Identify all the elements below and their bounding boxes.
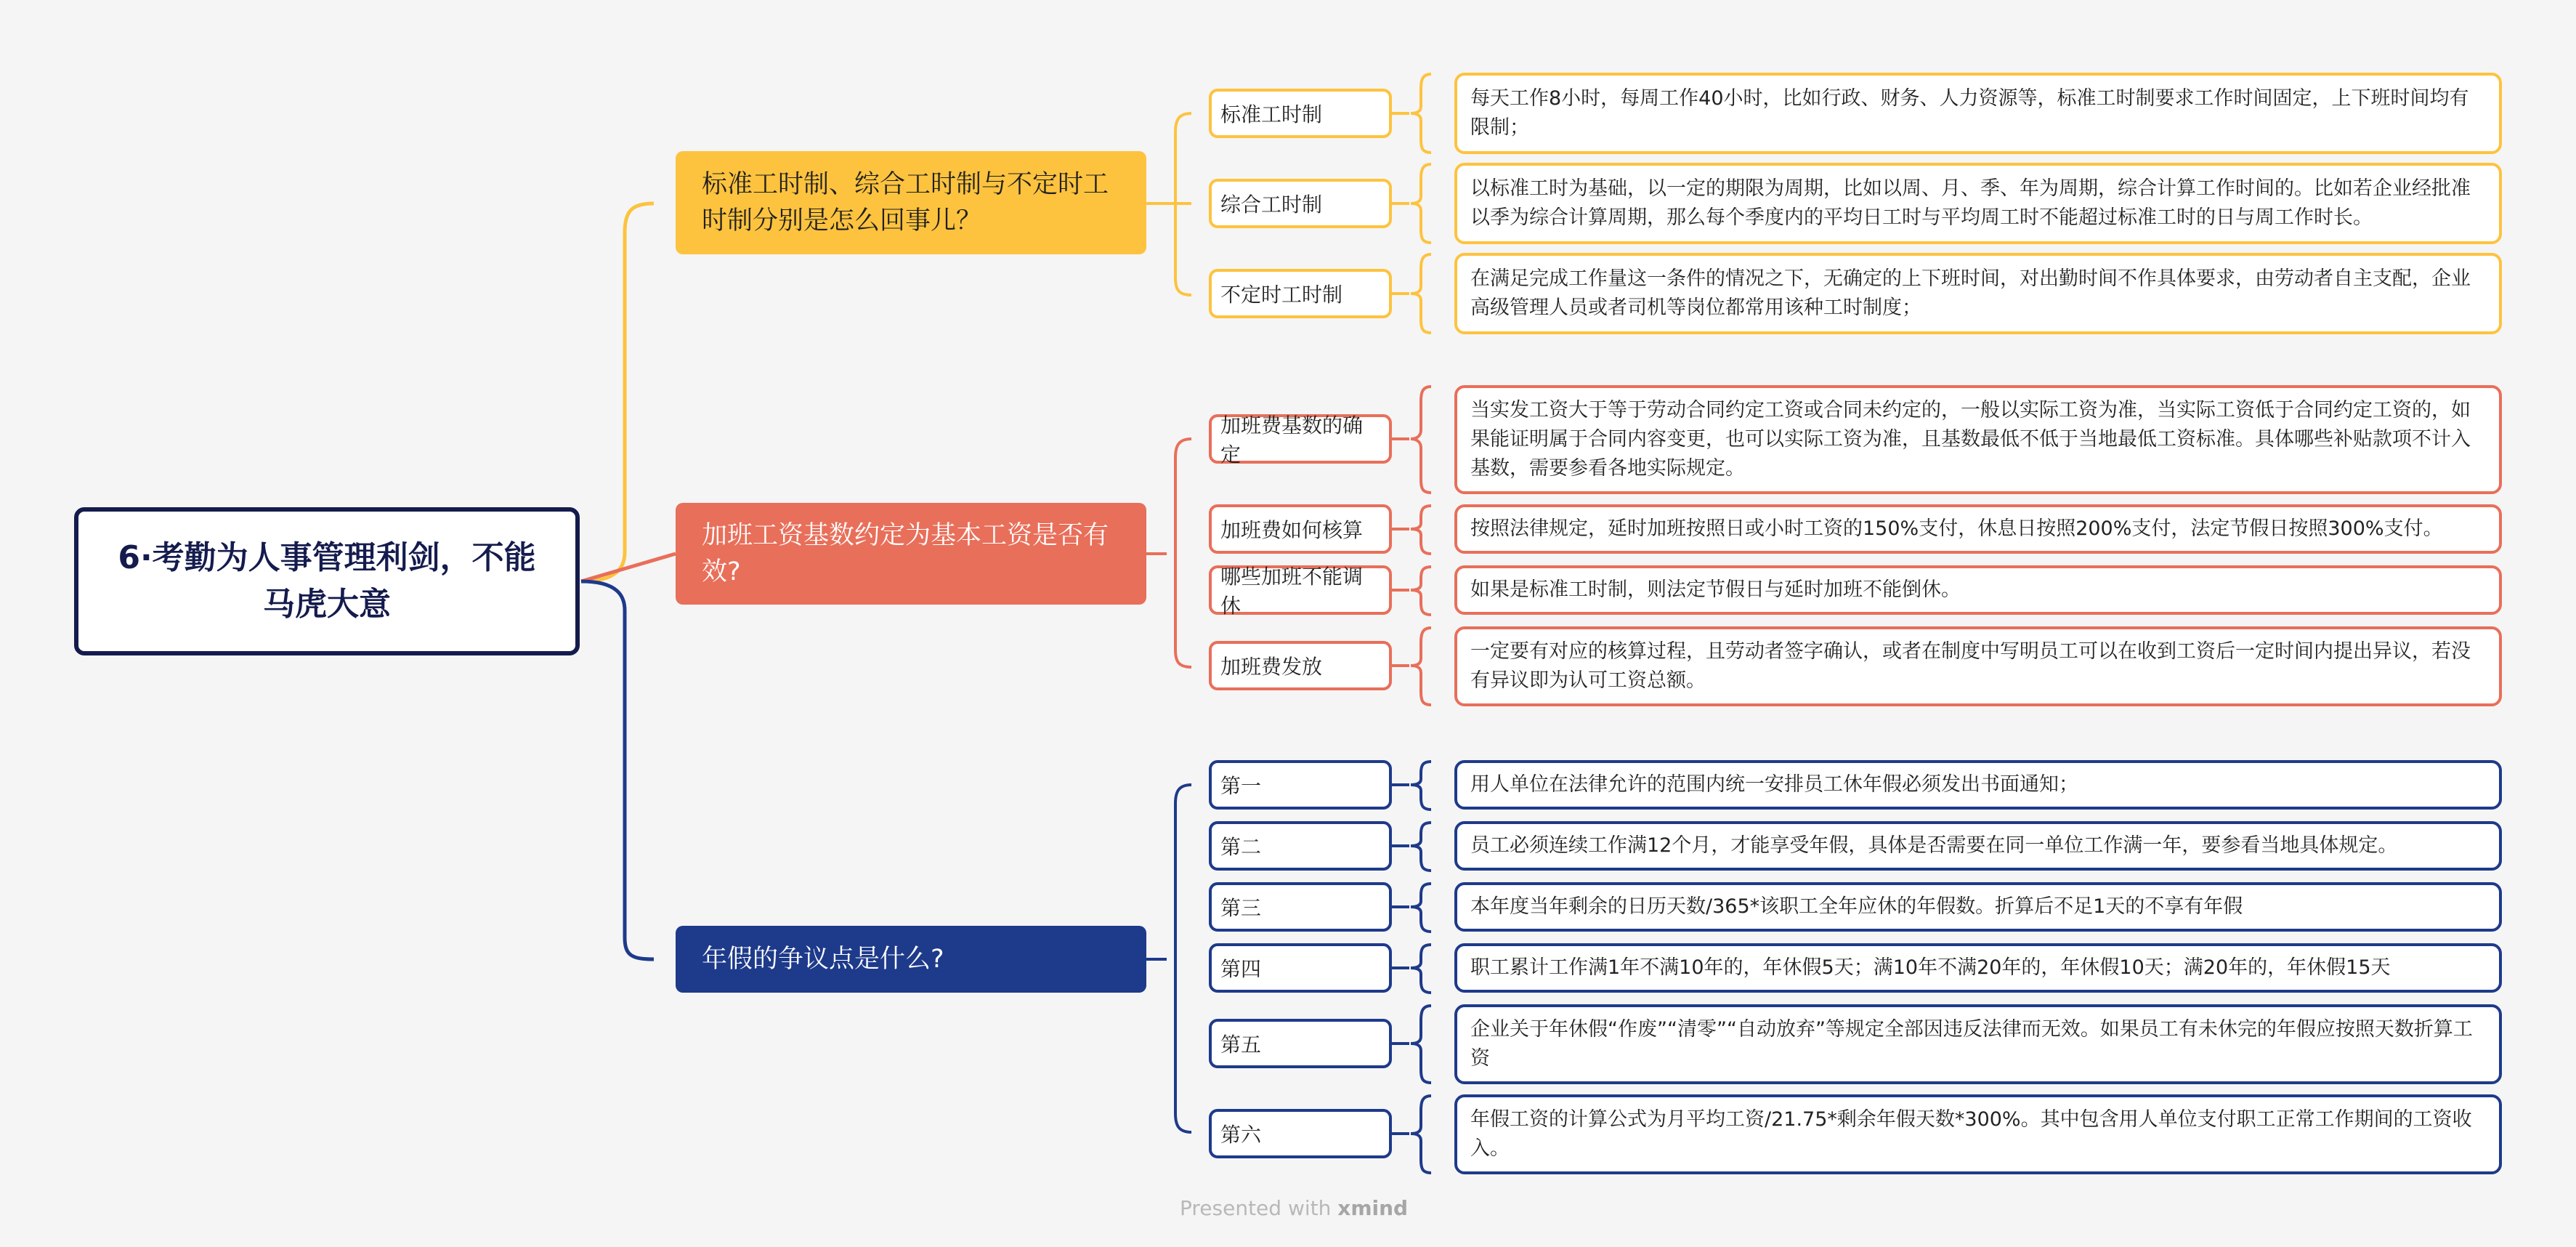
branch-label: 标准工时制、综合工时制与不定时工时制分别是怎么回事儿？: [702, 170, 1109, 235]
subtopic-description-text: 以标准工时为基础，以一定的期限为周期，比如以周、月、季、年为周期，综合计算工作时间的。比如若企业经批准以季为综合计算周期，那么每个季度内的平均日工时与平均周工时不能超过标准工时的日与周工作时长。: [1470, 177, 2471, 229]
subtopic-tag-label: 哪些加班不能调休: [1220, 565, 1364, 618]
subtopic-description-text: 职工累计工作满1年不满10年的，年休假5天；满10年不满20年的，年休假10天；满20年的，年休假15天: [1470, 956, 2391, 979]
connector-root-branch-1: [581, 203, 654, 581]
subtopic-description[interactable]: [1454, 821, 2502, 871]
footer-attribution[interactable]: [1180, 1196, 1408, 1220]
subtopic-tag-label: 第三: [1220, 896, 1262, 920]
subtopic-tag[interactable]: [1209, 1019, 1392, 1068]
subtopic-description[interactable]: [1454, 385, 2502, 494]
braces-branch-3: [1411, 762, 1431, 1173]
subtopic-tag-label: 第四: [1220, 957, 1262, 981]
subtopic-tag-label: 第一: [1220, 774, 1262, 798]
subtopic-tag[interactable]: [1209, 269, 1392, 318]
subtopic-tag[interactable]: [1209, 1109, 1392, 1158]
braces-branch-1: [1411, 74, 1431, 333]
subtopic-description-text: 按照法律规定，延时加班按照日或小时工资的150%支付，休息日按照200%支付，法定节假日按照300%支付。: [1470, 517, 2443, 540]
branch-topic-overtime[interactable]: [676, 503, 1146, 605]
branch-label: 年假的争议点是什么?: [702, 945, 944, 974]
subtopic-description[interactable]: [1454, 882, 2502, 932]
subtopic-description[interactable]: [1454, 1004, 2502, 1084]
subtopic-tag[interactable]: [1209, 943, 1392, 993]
subtopic-description[interactable]: [1454, 253, 2502, 334]
subtopic-description[interactable]: [1454, 73, 2502, 154]
subtopic-description-text: 企业关于年休假“作废”“清零”“自动放弃”等规定全部因违反法律而无效。如果员工有未休完的年假应按照天数折算工资: [1470, 1018, 2473, 1070]
subtopic-description-text: 在满足完成工作量这一条件的情况之下，无确定的上下班时间，对出勤时间不作具体要求，由劳动者自主支配，企业高级管理人员或者司机等岗位都常用该种工时制度；: [1470, 267, 2471, 319]
footer-prefix: Presented with: [1180, 1196, 1332, 1220]
subtopic-tag[interactable]: [1209, 565, 1392, 618]
branch-topic-work-hours[interactable]: [676, 151, 1146, 254]
subtopic-tag[interactable]: [1209, 413, 1392, 467]
subtopic-tag-label: 加班费发放: [1220, 655, 1323, 679]
braces-branch-2: [1411, 387, 1431, 705]
subtopic-tag[interactable]: [1209, 504, 1392, 554]
subtopic-tag-label: 加班费如何核算: [1220, 518, 1364, 542]
subtopic-description[interactable]: [1454, 1094, 2502, 1174]
subtopic-description-text: 每天工作8小时，每周工作40小时，比如行政、财务、人力资源等，标准工时制要求工作时间固定，上下班时间均有限制；: [1470, 87, 2469, 139]
xmind-brand: xmind: [1337, 1196, 1409, 1220]
branch-topic-annual-leave[interactable]: [676, 926, 1146, 993]
subtopic-description[interactable]: [1454, 760, 2502, 810]
subtopic-description-text: 年假工资的计算公式为月平均工资/21.75*剩余年假天数*300%。其中包含用人单位支付职工正常工作期间的工资收入。: [1470, 1108, 2472, 1160]
subtopic-description[interactable]: [1454, 504, 2502, 554]
subtopic-description-text: 如果是标准工时制，则法定节假日与延时加班不能倒休。: [1470, 578, 1961, 601]
subtopic-description-text: 本年度当年剩余的日历天数/365*该职工全年应休的年假数。折算后不足1天的不享有年假: [1470, 895, 2243, 918]
subtopic-tag-label: 标准工时制: [1220, 102, 1323, 126]
subtopic-tag[interactable]: [1209, 760, 1392, 810]
subtopic-description-text: 当实发工资大于等于劳动合同约定工资或合同未约定的，一般以实际工资为准，当实际工资低于合同约定工资的，如果能证明属于合同内容变更，也可以实际工资为准，且基数最低不低于当地最低工资标准。具体哪些补贴款项不计入基数，需要参看各地实际规定。: [1470, 399, 2471, 480]
subtopic-tag-label: 第五: [1220, 1033, 1262, 1057]
subtopic-tag-label: 综合工时制: [1220, 193, 1323, 217]
root-title: 6·考勤为人事管理利剑，不能马虎大意: [118, 539, 536, 623]
connector-root-branch-2: [581, 554, 676, 581]
subtopic-description[interactable]: [1454, 943, 2502, 993]
subtopic-tag[interactable]: [1209, 821, 1392, 871]
root-topic[interactable]: [74, 507, 580, 655]
subtopic-description[interactable]: [1454, 626, 2502, 706]
subtopic-description-text: 一定要有对应的核算过程，且劳动者签字确认，或者在制度中写明员工可以在收到工资后一定时间内提出异议，若没有异议即为认可工资总额。: [1470, 640, 2471, 692]
subtopic-tag-label: 加班费基数的确定: [1220, 413, 1364, 467]
subtopic-tag-label: 第六: [1220, 1123, 1262, 1147]
subtopic-tag[interactable]: [1209, 641, 1392, 690]
subtopic-description[interactable]: [1454, 163, 2502, 244]
subtopic-tag[interactable]: [1209, 179, 1392, 228]
connector-root-branch-3: [581, 581, 654, 959]
subtopic-description-text: 用人单位在法律允许的范围内统一安排员工休年假必须发出书面通知；: [1470, 773, 2078, 796]
subtopic-tag-label: 不定时工时制: [1220, 283, 1343, 307]
subtopic-description-text: 员工必须连续工作满12个月，才能享受年假，具体是否需要在同一单位工作满一年，要参看当地具体规定。: [1470, 834, 2398, 857]
branch-label: 加班工资基数约定为基本工资是否有效?: [702, 521, 1109, 586]
subtopic-description[interactable]: [1454, 565, 2502, 615]
subtopic-tag[interactable]: [1209, 89, 1392, 138]
subtopic-tag-label: 第二: [1220, 835, 1262, 859]
subtopic-tag[interactable]: [1209, 882, 1392, 932]
